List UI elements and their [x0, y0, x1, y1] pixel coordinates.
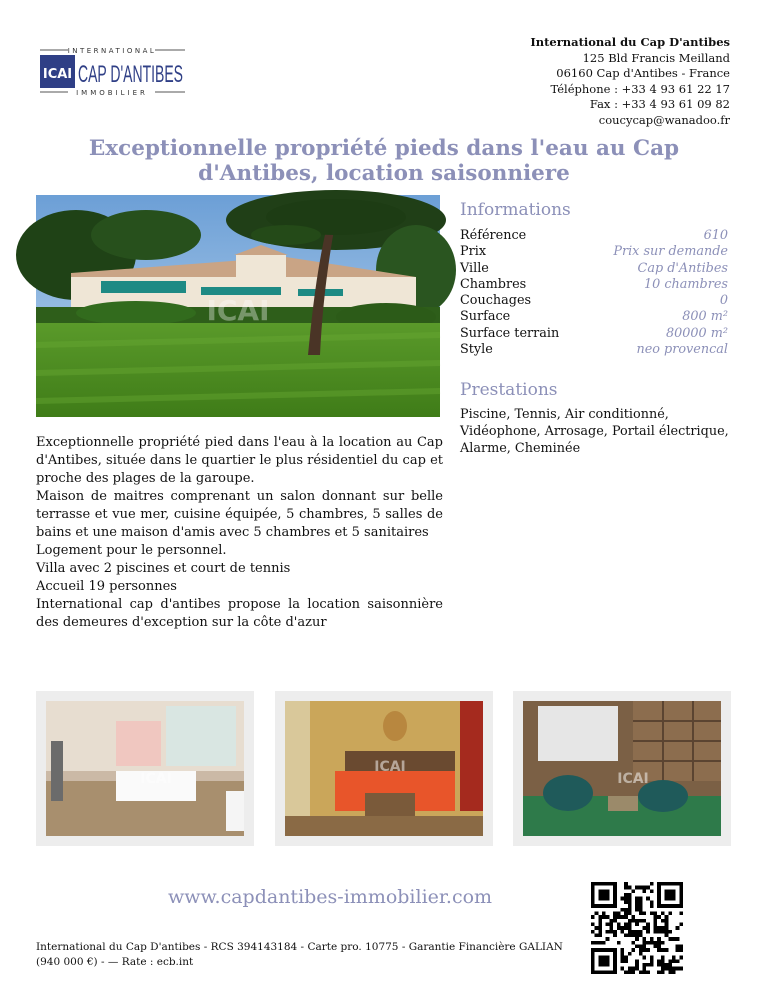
info-label: Surface	[460, 309, 511, 325]
info-value: neo provencal	[636, 342, 728, 358]
agency-name: International du Cap D'antibes	[530, 35, 730, 49]
agency-fax: Fax : +33 4 93 61 09 82	[589, 97, 730, 111]
logo-top-text: INTERNATIONAL	[67, 47, 157, 55]
description-paragraph: Accueil 19 personnes	[36, 579, 177, 594]
prestations-heading: Prestations	[460, 380, 558, 400]
photo-watermark: ICAI	[617, 771, 649, 787]
informations-heading: Informations	[460, 200, 571, 220]
logo-main-text: CAP D'ANTIBES	[78, 61, 183, 88]
logo-mark: ICAI	[42, 67, 73, 82]
website-link[interactable]: www.capdantibes-immobilier.com	[168, 886, 493, 908]
info-value: Prix sur demande	[613, 244, 728, 260]
thumbnail-cinema-room[interactable]	[513, 691, 731, 846]
photo-watermark: ICAI	[374, 759, 406, 775]
info-row-price	[460, 244, 728, 260]
legal-line1: International du Cap D'antibes - RCS 394143184 - Carte pro. 10775 - Garantie Financière GALIAN	[36, 941, 563, 953]
description-paragraph: Logement pour le personnel.	[36, 543, 227, 558]
legal-line2: (940 000 €) - — Rate : ecb.int	[36, 956, 194, 968]
info-row-city	[460, 261, 728, 277]
thumbnail-bathroom[interactable]	[36, 691, 254, 846]
agency-contact	[530, 35, 730, 128]
info-value: 80000 m²	[665, 325, 728, 341]
info-label: Style	[460, 342, 493, 358]
photo-watermark: ICAI	[140, 771, 172, 787]
agency-phone: Téléphone : +33 4 93 61 22 17	[550, 81, 730, 96]
informations-table	[460, 228, 728, 358]
agency-address-line1: 125 Bld Francis Meilland	[582, 50, 730, 65]
info-value: Cap d'Antibes	[637, 260, 728, 276]
agency-address-line2: 06160 Cap d'Antibes - France	[556, 66, 730, 80]
info-value: 0	[719, 293, 728, 309]
thumbnail-bedroom[interactable]	[275, 691, 493, 846]
main-property-photo	[36, 195, 440, 417]
photo-watermark: ICAI	[206, 294, 270, 327]
qr-code[interactable]	[591, 882, 683, 974]
info-value: 10 chambres	[644, 276, 728, 292]
info-value: 610	[703, 228, 728, 243]
legal-footer	[36, 940, 576, 970]
description-paragraph: International cap d'antibes propose la location saisonnière des demeures d'exception sur la côte d'azur	[36, 597, 443, 630]
logo-bottom-text: IMMOBILIER	[76, 89, 148, 97]
info-label: Prix	[460, 244, 487, 260]
info-label: Ville	[460, 260, 489, 276]
info-row-sleeps	[460, 293, 728, 309]
info-label: Couchages	[460, 293, 532, 309]
info-row-reference	[460, 228, 728, 244]
info-row-surface	[460, 309, 728, 325]
info-label: Chambres	[460, 276, 527, 292]
info-label: Surface terrain	[460, 325, 560, 341]
info-row-bedrooms	[460, 277, 728, 293]
info-row-land-surface	[460, 326, 728, 342]
listing-description	[36, 434, 443, 632]
info-value: 800 m²	[682, 309, 728, 325]
description-paragraph: Villa avec 2 piscines et court de tennis	[36, 561, 291, 576]
info-label: Référence	[460, 228, 527, 243]
description-paragraph: Exceptionnelle propriété pied dans l'eau à la location au Cap d'Antibes, située dans le quartier le plus résidentiel du cap et proche des plages de la garoupe.	[36, 435, 443, 486]
description-paragraph: Maison de maitres comprenant un salon donnant sur belle terrasse et vue mer, cuisine équipée, 5 chambres, 5 salles de bains et une maison d'amis avec 5 chambres et 5 sanitaires	[36, 489, 443, 540]
prestations-text: Piscine, Tennis, Air conditionné, Vidéophone, Arrosage, Portail électrique, Alarme, Cheminée	[460, 407, 729, 456]
agency-logo	[40, 45, 185, 95]
agency-email[interactable]: coucycap@wanadoo.fr	[598, 112, 730, 127]
info-row-style	[460, 342, 728, 358]
listing-title: Exceptionnelle propriété pieds dans l'eau au Cap d'Antibes, location saisonniere	[88, 136, 680, 186]
